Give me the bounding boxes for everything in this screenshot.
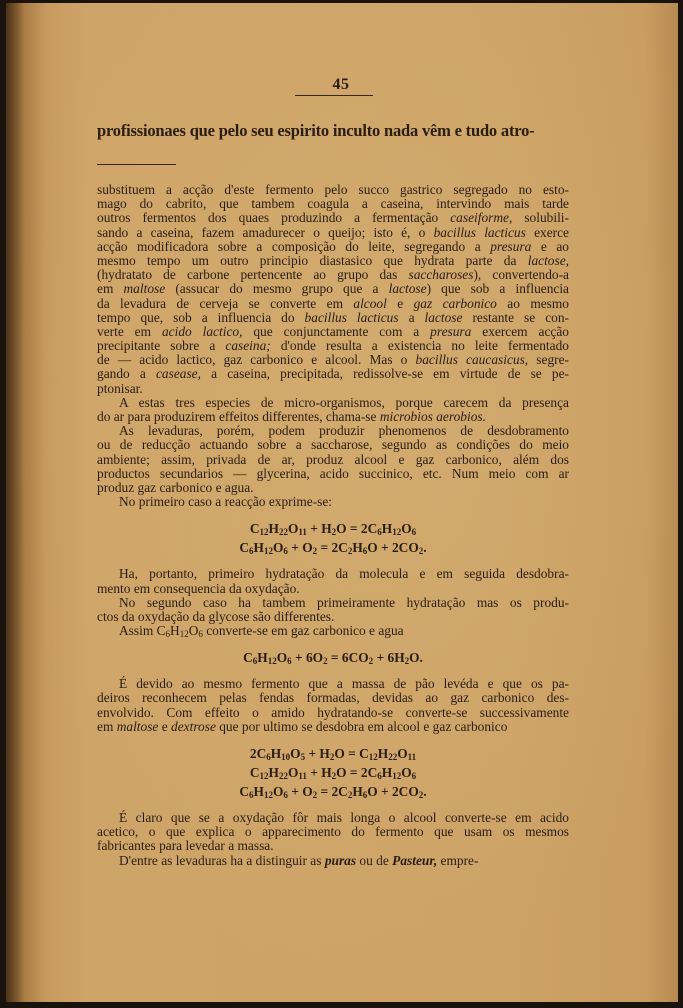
text-run: ptonisar. xyxy=(97,380,143,396)
text-run: ou de reducção actuando sobre a saccharose, segundo as condições do meio xyxy=(97,437,569,453)
text-line xyxy=(97,367,569,381)
text-section xyxy=(97,567,569,638)
paragraph xyxy=(97,396,569,424)
subscript: 2 xyxy=(323,656,328,667)
italic-text-run: bacillus lacticus xyxy=(433,224,526,240)
subscript: 2 xyxy=(329,752,335,762)
text-run: restante se con- xyxy=(462,309,569,325)
subscript: 6 xyxy=(411,771,417,781)
text-line xyxy=(97,481,569,495)
text-run: productos secundarios — glycerina, acido succinico, etc. Num meio com ar xyxy=(97,465,569,481)
subscript: 2 xyxy=(312,790,318,800)
subscript: 6 xyxy=(266,752,271,762)
chemical-equation xyxy=(97,538,569,557)
text-run: mesmo tempo um outro principio diastasico que hydrata parte da xyxy=(97,252,528,268)
text-run: C xyxy=(249,765,260,780)
text-run: = 2C xyxy=(317,540,348,556)
text-run: produz gaz carbonico e agua. xyxy=(97,479,254,495)
italic-text-run: caseina; xyxy=(225,338,271,354)
text-run: envolvido. Com effeito o amido hydratando-se converte-se successivamente xyxy=(97,704,569,720)
subscript: 6 xyxy=(198,629,203,640)
subscript: 10 xyxy=(281,752,291,762)
italic-text-run: presura xyxy=(490,238,532,254)
text-line xyxy=(97,197,569,211)
text-run: do ar para produzirem effeitos differentes, chama-se xyxy=(97,409,380,424)
subscript: 12 xyxy=(392,771,402,781)
text-line xyxy=(97,677,569,691)
text-line xyxy=(97,495,569,509)
text-run: O xyxy=(272,784,284,799)
subscript: 2 xyxy=(404,656,410,667)
text-line xyxy=(97,567,569,581)
text-run: O xyxy=(272,540,284,556)
subscript: 12 xyxy=(179,629,189,640)
text-run: + O xyxy=(287,540,313,556)
text-run: verte em xyxy=(97,323,162,339)
text-line xyxy=(97,211,569,225)
text-line xyxy=(97,854,569,868)
text-line xyxy=(97,254,569,268)
text-run: . xyxy=(423,540,427,556)
text-run: da levadura de cerveja se converte em xyxy=(97,295,354,311)
italic-text-run: microbios aerobios. xyxy=(379,409,486,424)
text-run: em xyxy=(97,718,117,734)
italic-text-run: lactose xyxy=(388,281,427,297)
italic-text-run: lactose, xyxy=(527,252,569,268)
text-run: 2C xyxy=(249,746,267,761)
text-line xyxy=(97,382,569,396)
subscript: 12 xyxy=(263,790,273,800)
text-run: O xyxy=(397,746,408,761)
paragraph xyxy=(97,624,569,638)
text-line xyxy=(97,410,569,424)
text-run: ambiente; assim, privada de ar, produz alcool e gaz carbonico, além dos xyxy=(97,451,569,467)
text-line xyxy=(97,325,569,339)
text-run: As levaduras, porém, podem produzir phenomenos de desdobramento xyxy=(119,423,569,439)
italic-text-run: Pasteur, xyxy=(392,852,438,868)
text-run: O xyxy=(287,765,299,780)
text-run: ao mesmo xyxy=(496,295,569,311)
text-run: empre- xyxy=(437,852,479,868)
italic-text-run: maltose xyxy=(123,281,166,297)
text-line xyxy=(97,297,569,311)
text-line xyxy=(97,240,569,254)
equation-block xyxy=(97,648,569,667)
text-run: Assim C xyxy=(119,623,166,639)
text-run: de — acido lactico, gaz carbonico e alcool. Mas o xyxy=(97,352,416,368)
italic-text-run: dextrose xyxy=(171,718,216,734)
paragraph xyxy=(97,596,569,624)
subscript: 22 xyxy=(278,771,288,781)
text-run: d'onde resulta a existencia no leite fermentado xyxy=(270,338,569,354)
text-run: + H xyxy=(305,746,330,761)
text-run: substituem a acção d'este fermento pelo succo gastrico segregado no esto- xyxy=(97,182,569,197)
paragraph xyxy=(97,854,569,868)
italic-text-run: saccharoses xyxy=(408,267,474,283)
text-run: gando a xyxy=(97,366,156,382)
subscript: 12 xyxy=(267,656,277,667)
text-line xyxy=(97,582,569,596)
equation-block xyxy=(97,744,569,801)
text-run: deiros reconhecem pelas fendas formadas, devidas ao gaz carbonico des- xyxy=(97,690,569,706)
paragraph xyxy=(97,567,569,595)
text-line xyxy=(97,825,569,839)
text-run: converte-se em gaz carbonico e agua xyxy=(202,623,404,639)
text-run: em xyxy=(97,281,124,297)
text-line xyxy=(97,424,569,438)
text-section xyxy=(97,183,569,509)
text-run: ), convertendo-a xyxy=(473,267,569,283)
book-page xyxy=(6,3,678,1002)
text-run: H xyxy=(257,650,268,666)
text-run: D'entre as levaduras ha a distinguir as xyxy=(119,852,325,868)
equation-block xyxy=(97,519,569,557)
text-run: H xyxy=(170,623,180,639)
italic-text-run: maltose xyxy=(116,718,159,734)
paragraph xyxy=(97,811,569,854)
subscript: 6 xyxy=(287,656,292,667)
text-run: outros fermentos dos quaes produzindo a fermentação xyxy=(97,210,451,226)
text-run: É claro que se a oxydação fôr mais longa o alcool converte-se em acido xyxy=(119,810,569,825)
chemical-equation xyxy=(97,744,569,763)
text-line xyxy=(97,720,569,734)
italic-text-run: bacillus caucasicus, xyxy=(415,352,529,368)
text-run: exercem acção xyxy=(471,323,569,339)
subscript: 6 xyxy=(411,527,417,538)
text-run: É devido ao mesmo fermento que a massa de pão levéda e que os pa- xyxy=(119,676,569,692)
italic-text-run: caseiforme, xyxy=(450,210,513,226)
subscript: 2 xyxy=(331,771,337,781)
text-line xyxy=(97,183,569,197)
subscript: 6 xyxy=(362,790,368,800)
subscript: 5 xyxy=(300,752,306,762)
subscript: 11 xyxy=(298,527,307,538)
text-run: O + 2CO xyxy=(367,540,419,556)
text-run: H xyxy=(352,784,363,799)
text-run: H xyxy=(253,540,264,556)
italic-text-run: casease, xyxy=(155,366,201,382)
text-run: ou de xyxy=(356,852,393,868)
text-run: fabricantes para levedar a massa. xyxy=(97,838,274,854)
italic-text-run: presura xyxy=(430,323,472,339)
text-run: solubili- xyxy=(512,210,569,226)
italic-text-run: puras xyxy=(324,852,357,868)
text-run: H xyxy=(377,746,389,761)
paragraph xyxy=(97,424,569,495)
text-line xyxy=(97,353,569,367)
subscript: 12 xyxy=(259,527,269,538)
subscript: 12 xyxy=(263,546,273,557)
text-line xyxy=(97,624,569,638)
page-number: 45 xyxy=(332,76,350,93)
text-run: O xyxy=(290,746,301,761)
subscript: 22 xyxy=(278,527,288,538)
text-run: C xyxy=(243,650,253,666)
subscript: 6 xyxy=(165,629,171,640)
text-line xyxy=(97,839,569,853)
paragraph xyxy=(97,495,569,509)
text-run: O + 2CO xyxy=(367,784,419,799)
chemical-equation xyxy=(97,763,569,782)
text-run: C xyxy=(239,784,250,799)
header-rule xyxy=(295,95,373,96)
subscript: 12 xyxy=(392,527,402,538)
text-run: que conjunctamente com a xyxy=(242,323,431,339)
text-run: a xyxy=(398,309,425,325)
text-run: precipitante sobre a xyxy=(97,338,226,354)
text-run: e xyxy=(158,718,172,734)
subscript: 11 xyxy=(298,771,307,781)
text-run: H xyxy=(268,765,279,780)
text-run: H xyxy=(381,521,393,537)
text-run: H xyxy=(381,765,393,780)
text-run: C xyxy=(239,540,250,556)
subscript: 11 xyxy=(407,752,417,762)
subscript: 6 xyxy=(377,771,382,781)
chemical-equation xyxy=(97,782,569,801)
text-run: A estas tres especies de micro-organismos, porque carecem da presença xyxy=(119,394,569,410)
footnote-separator-rule xyxy=(97,164,176,165)
italic-text-run: acido lactico, xyxy=(161,323,243,339)
text-line xyxy=(97,467,569,481)
text-run: + 6H xyxy=(373,650,405,666)
text-section xyxy=(97,811,569,868)
text-line xyxy=(97,268,569,282)
text-section xyxy=(97,677,569,734)
text-run: sando a caseina, fazem amadurecer o queijo; isto é, o xyxy=(97,224,434,240)
text-line xyxy=(97,610,569,624)
subscript: 2 xyxy=(418,790,424,800)
text-run: O xyxy=(401,521,412,537)
text-run: acetico, o que explica o apparecimento do fermento que usam os mesmos xyxy=(97,824,569,840)
text-run: mago do cabrito, que tambem coagula a caseina, intervindo mais tarde xyxy=(97,196,569,212)
text-run: O = C xyxy=(334,746,369,761)
subscript: 2 xyxy=(312,546,318,557)
text-run: e xyxy=(386,295,414,311)
text-line xyxy=(97,691,569,705)
text-run: O. xyxy=(409,650,423,666)
text-line xyxy=(97,811,569,825)
text-line xyxy=(97,396,569,410)
chemical-equation xyxy=(97,648,569,667)
text-run: H xyxy=(268,521,279,537)
subscript: 6 xyxy=(377,527,382,538)
paragraph xyxy=(97,677,569,734)
subscript: 12 xyxy=(259,771,269,781)
subscript: 2 xyxy=(418,546,424,557)
text-run: = 6CO xyxy=(327,650,369,666)
chemical-equation xyxy=(97,519,569,538)
subscript: 6 xyxy=(249,546,254,557)
subscript: 6 xyxy=(362,546,368,557)
text-run: + O xyxy=(287,784,313,799)
text-line xyxy=(97,311,569,325)
text-line xyxy=(97,339,569,353)
text-line xyxy=(97,706,569,720)
text-run: C xyxy=(249,521,260,537)
subscript: 6 xyxy=(283,546,288,557)
text-line xyxy=(97,226,569,240)
text-run: O xyxy=(188,623,199,639)
text-run: que por ultimo se desdobra em alcool e gaz carbonico xyxy=(215,718,508,734)
text-run: H xyxy=(253,784,264,799)
text-run: O = 2C xyxy=(336,521,378,537)
text-run: O = 2C xyxy=(336,765,378,780)
text-run: . xyxy=(423,784,427,799)
subscript: 22 xyxy=(388,752,398,762)
text-run: mento em consequencia da oxydação. xyxy=(97,580,300,596)
italic-text-run: gaz carbonico xyxy=(413,295,497,311)
subscript: 6 xyxy=(252,656,258,667)
paragraph xyxy=(97,183,569,396)
italic-text-run: lactose xyxy=(424,309,463,325)
text-run: No primeiro caso a reacção exprime-se: xyxy=(119,494,333,510)
text-run: H xyxy=(352,540,363,556)
subscript: 12 xyxy=(368,752,378,762)
italic-text-run: alcool xyxy=(353,295,387,311)
subscript: 6 xyxy=(249,790,254,800)
text-run: (assucar do mesmo grupo que a xyxy=(165,281,389,297)
text-run: tempo que, sob a influencia do xyxy=(97,309,305,325)
text-line xyxy=(97,282,569,296)
text-line xyxy=(97,438,569,452)
text-run: No segundo caso ha tambem primeiramente hydratação mas os produ- xyxy=(119,594,569,610)
body-text xyxy=(97,183,569,868)
footnote-continuation-line: profissionaes que pelo seu espirito inculto nada vêm e tudo atro- xyxy=(97,121,535,140)
text-run: e ao xyxy=(531,238,569,254)
subscript: 2 xyxy=(368,656,374,667)
subscript: 2 xyxy=(347,546,353,557)
text-run: (hydratato de carbone pertencente ao grupo das xyxy=(97,267,409,283)
text-run: O xyxy=(276,650,288,666)
subscript: 2 xyxy=(331,527,337,538)
text-run: a caseina, precipitada, redissolve-se em virtude de se pe- xyxy=(200,366,569,382)
text-run: H xyxy=(270,746,282,761)
text-run: exerce xyxy=(525,224,569,240)
subscript: 6 xyxy=(283,790,288,800)
text-run: segre- xyxy=(528,352,569,368)
italic-text-run: bacillus lacticus xyxy=(304,309,399,325)
text-run: + 6O xyxy=(291,650,324,666)
text-run: + H xyxy=(306,765,332,780)
text-run: Ha, portanto, primeiro hydratação da molecula e em seguida desdobra- xyxy=(119,566,569,582)
text-run: = 2C xyxy=(317,784,348,799)
text-run: O xyxy=(287,521,299,537)
text-run: + H xyxy=(306,521,332,537)
text-run: ) que sob a influencia xyxy=(426,281,570,297)
text-run: acção modificadora sobre a composição do leite, segregando a xyxy=(97,238,491,254)
text-run: ctos da oxydação da glycose são differentes. xyxy=(97,608,335,624)
text-run: O xyxy=(401,765,412,780)
subscript: 2 xyxy=(347,790,353,800)
text-line xyxy=(97,453,569,467)
text-line xyxy=(97,596,569,610)
